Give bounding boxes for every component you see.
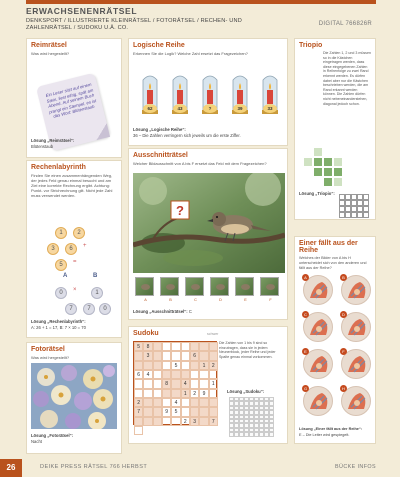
rechen-number-cell: 2: [73, 227, 85, 239]
sudoku-cell: 2: [209, 361, 218, 370]
einer-solution-label: Lösung „Einer fällt aus der Reihe“:: [299, 427, 363, 431]
einer-option-label: H: [340, 385, 347, 392]
triopio-solution-label: Lösung „Triopio“:: [299, 191, 335, 196]
candle-lantern: [139, 70, 161, 120]
einer-option-label: B: [340, 274, 347, 281]
top-rule: [26, 0, 376, 4]
einer-card: [294, 236, 376, 444]
sudoku-cell: [171, 351, 180, 360]
sudoku-cell: [153, 342, 162, 351]
sudoku-cell: [134, 379, 143, 388]
sudoku-cell: [209, 351, 218, 360]
rechen-number-cell: 0: [99, 303, 111, 315]
sudoku-cell: 2: [190, 389, 199, 398]
rechen-title: Rechenlabyrinth: [31, 164, 86, 171]
triopio-cell: [323, 157, 333, 167]
sudoku-cell: [171, 370, 180, 379]
triopio-text: Die Zahlen 1, 2 und 3 müssen so in die Kästchen eingetragen werden, dass diese eingegebenen Zahlen in Reihenfolge zu zwei Rand erkennt werden. Es dürfen dabei aber nur die Kästchen beschrieben werden, die am Rand erkannt werden können. Die Zahlen dürfen nicht nebeneinanderstehen, diagonal jedoch schon.: [323, 51, 371, 106]
sudoku-cell: [190, 361, 199, 370]
sudoku-solution-grid: [229, 397, 275, 437]
einer-option-label: D: [340, 311, 347, 318]
logisch-question: Erkennen Sie die Logik? Welche Zahl ersetzt das Fragezeichen?: [133, 51, 248, 56]
sudoku-cell: [134, 426, 143, 435]
rechen-label: B: [93, 273, 98, 279]
sudoku-cell: 8: [162, 379, 171, 388]
aus-option[interactable]: [160, 277, 179, 302]
sudoku-cell: 8: [143, 342, 152, 351]
triopio-grid: [303, 147, 359, 187]
einer-option-label: C: [302, 311, 309, 318]
sudoku-cell: [143, 361, 152, 370]
sudoku-cell: 5: [171, 407, 180, 416]
sudoku-cell: [181, 342, 190, 351]
aus-question: Welcher Bildausschnitt von A bis F ersetzt das Feld mit dem Fragezeichen?: [133, 161, 267, 166]
triopio-cell: [333, 177, 343, 187]
sudoku-cell: [171, 342, 180, 351]
sudoku-cell: [134, 389, 143, 398]
sudoku-cell: [143, 398, 152, 407]
triopio-title: Triopio: [299, 42, 323, 49]
candle-number: 39: [233, 104, 247, 113]
einer-option-label: F: [340, 348, 347, 355]
candle-lantern: [169, 70, 191, 120]
sudoku-cell: 2: [181, 417, 190, 426]
sudoku-grid: [133, 341, 217, 425]
aus-option-label: C: [194, 298, 197, 302]
sudoku-cell: 6: [134, 370, 143, 379]
rechen-label: A: [63, 273, 68, 279]
sudoku-cell: [134, 361, 143, 370]
aus-option-label: A: [144, 298, 147, 302]
bird-photo: [133, 173, 285, 273]
aus-card: [128, 148, 288, 320]
rechen-solution-label: Lösung „Rechenlabyrinth“:: [31, 319, 86, 324]
sudoku-cell: 4: [171, 398, 180, 407]
rechen-operator: ×: [73, 287, 77, 293]
foto-title: Fotorätsel: [31, 346, 65, 353]
sudoku-solution-label: Lösung „Sudoku“:: [227, 389, 265, 394]
rechen-operator: =: [73, 259, 77, 265]
candle-number: 43: [173, 104, 187, 113]
rechen-number-cell: 6: [65, 243, 77, 255]
aus-option-swatch: [166, 284, 175, 290]
flower-photo: [31, 363, 117, 429]
sudoku-cell: 6: [190, 351, 199, 360]
aus-option[interactable]: [235, 277, 254, 302]
sudoku-cell: [209, 342, 218, 351]
sudoku-cell: 3: [143, 351, 152, 360]
sudoku-cell: [199, 370, 208, 379]
aus-option-label: D: [219, 298, 222, 302]
aus-option-swatch: [191, 284, 200, 290]
triopio-solution-cell: [363, 212, 369, 218]
triopio-cell: [323, 177, 333, 187]
foto-question: Was wird hergestellt?: [31, 355, 70, 360]
triopio-cell: [303, 157, 313, 167]
sudoku-cell: 2: [134, 398, 143, 407]
sudoku-cell: [199, 379, 208, 388]
reim-sticker-text: Ein Leser sitzt auf einem Stein, liest eifrig, spät am Abend. Auf seinem Buch prangt ein Stempel, es ist das Wort: Blütenstaub: [45, 81, 97, 120]
flower-photo-image: [31, 363, 117, 429]
sudoku-cell: [181, 361, 190, 370]
aus-solution-label: Lösung „Ausschnitträtsel“: C: [133, 309, 192, 314]
sudoku-cell: [199, 351, 208, 360]
sudoku-cell: [181, 407, 190, 416]
sudoku-cell: [143, 379, 152, 388]
triopio-cell: [313, 157, 323, 167]
sudoku-cell: [162, 417, 171, 426]
sudoku-cell: [162, 342, 171, 351]
sudoku-cell: 9: [199, 389, 208, 398]
rechen-number-cell: 3: [47, 243, 59, 255]
reim-title: Reimrätsel: [31, 42, 67, 49]
aus-option[interactable]: [260, 277, 279, 302]
aus-option-label: F: [269, 298, 272, 302]
sudoku-cell: 4: [143, 370, 152, 379]
sudoku-cell: [190, 342, 199, 351]
candle-lantern: [199, 70, 221, 120]
logisch-solution-label: Lösung „Logische Reihe“:: [133, 127, 186, 132]
aus-option[interactable]: [135, 277, 154, 302]
foto-card: [26, 342, 122, 454]
sudoku-cell: 1: [209, 379, 218, 388]
sudoku-cell: [171, 389, 180, 398]
logisch-card: [128, 38, 288, 146]
sudoku-title: Sudoku: [133, 330, 159, 337]
sudoku-cell: [199, 342, 208, 351]
triopio-cell: [333, 157, 343, 167]
sudoku-cell: 1: [181, 389, 190, 398]
sudoku-cell: [190, 398, 199, 407]
sticker-fold-icon: [93, 123, 110, 140]
sudoku-level: schwer: [207, 332, 219, 336]
page-title: ERWACHSENENRÄTSEL: [26, 6, 138, 16]
sudoku-cell: 3: [190, 417, 199, 426]
sudoku-cell: [153, 351, 162, 360]
sudoku-cell: [153, 417, 162, 426]
reim-card: [26, 38, 122, 158]
sudoku-cell: [190, 379, 199, 388]
aus-option[interactable]: [185, 277, 204, 302]
sudoku-cell: 7: [134, 407, 143, 416]
triopio-solution-grid: [339, 194, 373, 218]
sudoku-cell: [153, 398, 162, 407]
rechen-number-cell: 1: [91, 287, 103, 299]
sudoku-cell: [181, 370, 190, 379]
sudoku-cell: [162, 398, 171, 407]
sudoku-cell: [209, 389, 218, 398]
sudoku-cell: [209, 370, 218, 379]
sudoku-cell: [190, 370, 199, 379]
sudoku-cell: [153, 389, 162, 398]
sudoku-cell: [162, 370, 171, 379]
logisch-title: Logische Reihe: [133, 42, 185, 49]
sudoku-cell: [181, 351, 190, 360]
sudoku-cell: [143, 407, 152, 416]
sudoku-cell: [171, 417, 180, 426]
einer-option-label: E: [302, 348, 309, 355]
aus-option-swatch: [266, 284, 275, 290]
triopio-cell: [333, 167, 343, 177]
triopio-card: [294, 38, 376, 220]
reim-solution-label: Lösung „Reimrätsel“:: [31, 138, 75, 143]
rechen-number-cell: 7: [83, 303, 95, 315]
sudoku-cell: [199, 398, 208, 407]
aus-option-label: E: [244, 298, 247, 302]
sudoku-cell: [199, 407, 208, 416]
sudoku-cell: [171, 379, 180, 388]
sudoku-cell: [209, 398, 218, 407]
candle-lantern: [229, 70, 251, 120]
sudoku-cell: [162, 351, 171, 360]
logisch-solution: 36 – Die Zahlen verringern sich jeweils um die erste Ziffer.: [133, 133, 241, 138]
sudoku-cell: 1: [199, 361, 208, 370]
einer-option-label: A: [302, 274, 309, 281]
einer-grid: [301, 275, 373, 425]
page-code: DIGITAL 766826R: [318, 21, 372, 27]
sudoku-cell: [153, 370, 162, 379]
rechen-operator: +: [83, 243, 87, 249]
page-header: [26, 6, 376, 32]
sudoku-cell: [143, 417, 152, 426]
foto-solution-label: Lösung „Fotorätsel“:: [31, 433, 74, 438]
sudoku-cell: 7: [209, 417, 218, 426]
aus-option-swatch: [241, 284, 250, 290]
aus-options: [133, 277, 285, 301]
sudoku-solution-cell: [269, 432, 274, 436]
rechen-number-cell: 1: [55, 227, 67, 239]
sudoku-cell: 9: [162, 407, 171, 416]
footer-title: DEIKE PRESS RÄTSEL 766 HERBST: [40, 464, 148, 470]
candle-number: ?: [203, 104, 217, 113]
rechen-number-cell: 5: [55, 259, 67, 271]
sudoku-cell: [190, 407, 199, 416]
missing-piece-icon: ?: [176, 203, 184, 218]
reim-question: Was wird hergestellt?: [31, 51, 70, 56]
sudoku-cell: [209, 407, 218, 416]
rechen-card: [26, 160, 122, 338]
sudoku-cell: [181, 398, 190, 407]
bird-photo-image: [133, 173, 285, 273]
aus-option-label: B: [169, 298, 172, 302]
sudoku-cell: [162, 389, 171, 398]
sudoku-card: [128, 326, 288, 444]
page-subtitle: DENKSPORT / ILLUSTRIERTE KLEINRÄTSEL / FOTORÄTSEL / RECHEN- UND ZAHLENRÄTSEL / SUDOKU U.Ä. CO.: [26, 18, 242, 31]
page-number: 26: [0, 459, 22, 477]
footer-right: BÜCKE INFOS: [335, 464, 376, 470]
sudoku-cell: [143, 389, 152, 398]
einer-option-label: G: [303, 386, 308, 391]
sudoku-cell: 5: [171, 361, 180, 370]
triopio-cell: [323, 167, 333, 177]
rechen-number-cell: 7: [65, 303, 77, 315]
sudoku-cell: [153, 379, 162, 388]
sudoku-cell: [153, 407, 162, 416]
rechen-text: Finden Sie einen zusammenhängenden Weg, der jedes Feld genau einmal besucht und am Ziel eine korrekte Rechnung ergibt. Achtung: Punkt- vor Strichrechnung gilt. Nicht jede Zahl muss verwendet werden.: [31, 173, 113, 198]
sudoku-cell: 5: [134, 342, 143, 351]
reim-solution: Blütenstaub: [31, 144, 54, 149]
einer-title: Einer fällt aus der Reihe: [299, 240, 358, 254]
candle-lantern: [259, 70, 281, 120]
candle-number: 62: [143, 104, 157, 113]
triopio-cell: [313, 167, 323, 177]
triopio-cell: [313, 147, 323, 157]
sudoku-cell: [134, 417, 143, 426]
aus-title: Ausschnitträtsel: [133, 152, 188, 159]
aus-option-swatch: [216, 284, 225, 290]
einer-text: Welches der Bilder von A bis H unterscheidet sich von den anderen und fällt aus der Reihe?: [299, 256, 367, 270]
sudoku-cell: [162, 361, 171, 370]
rechen-solution: A: 26 + 1 = 17, B: 7 × 10 = 70: [31, 325, 86, 330]
rechen-number-cell: 0: [55, 287, 67, 299]
candle-number: 33: [263, 104, 277, 113]
sudoku-cell: [153, 361, 162, 370]
sudoku-text: Die Zahlen von 1 bis 9 sind so einzutragen, dass sie in jedem Neunerblock, jeder Reihe und jeder Spalte genau einmal vorkommen.: [219, 341, 276, 359]
sudoku-cell: 4: [181, 379, 190, 388]
sudoku-cell: [134, 351, 143, 360]
rechen-grid: [35, 223, 115, 323]
aus-option-swatch: [141, 284, 150, 290]
einer-solution: E – Die Leiter wird gespiegelt.: [299, 433, 350, 437]
foto-solution: Nacht: [31, 439, 42, 444]
aus-option[interactable]: [210, 277, 229, 302]
sudoku-cell: [199, 417, 208, 426]
